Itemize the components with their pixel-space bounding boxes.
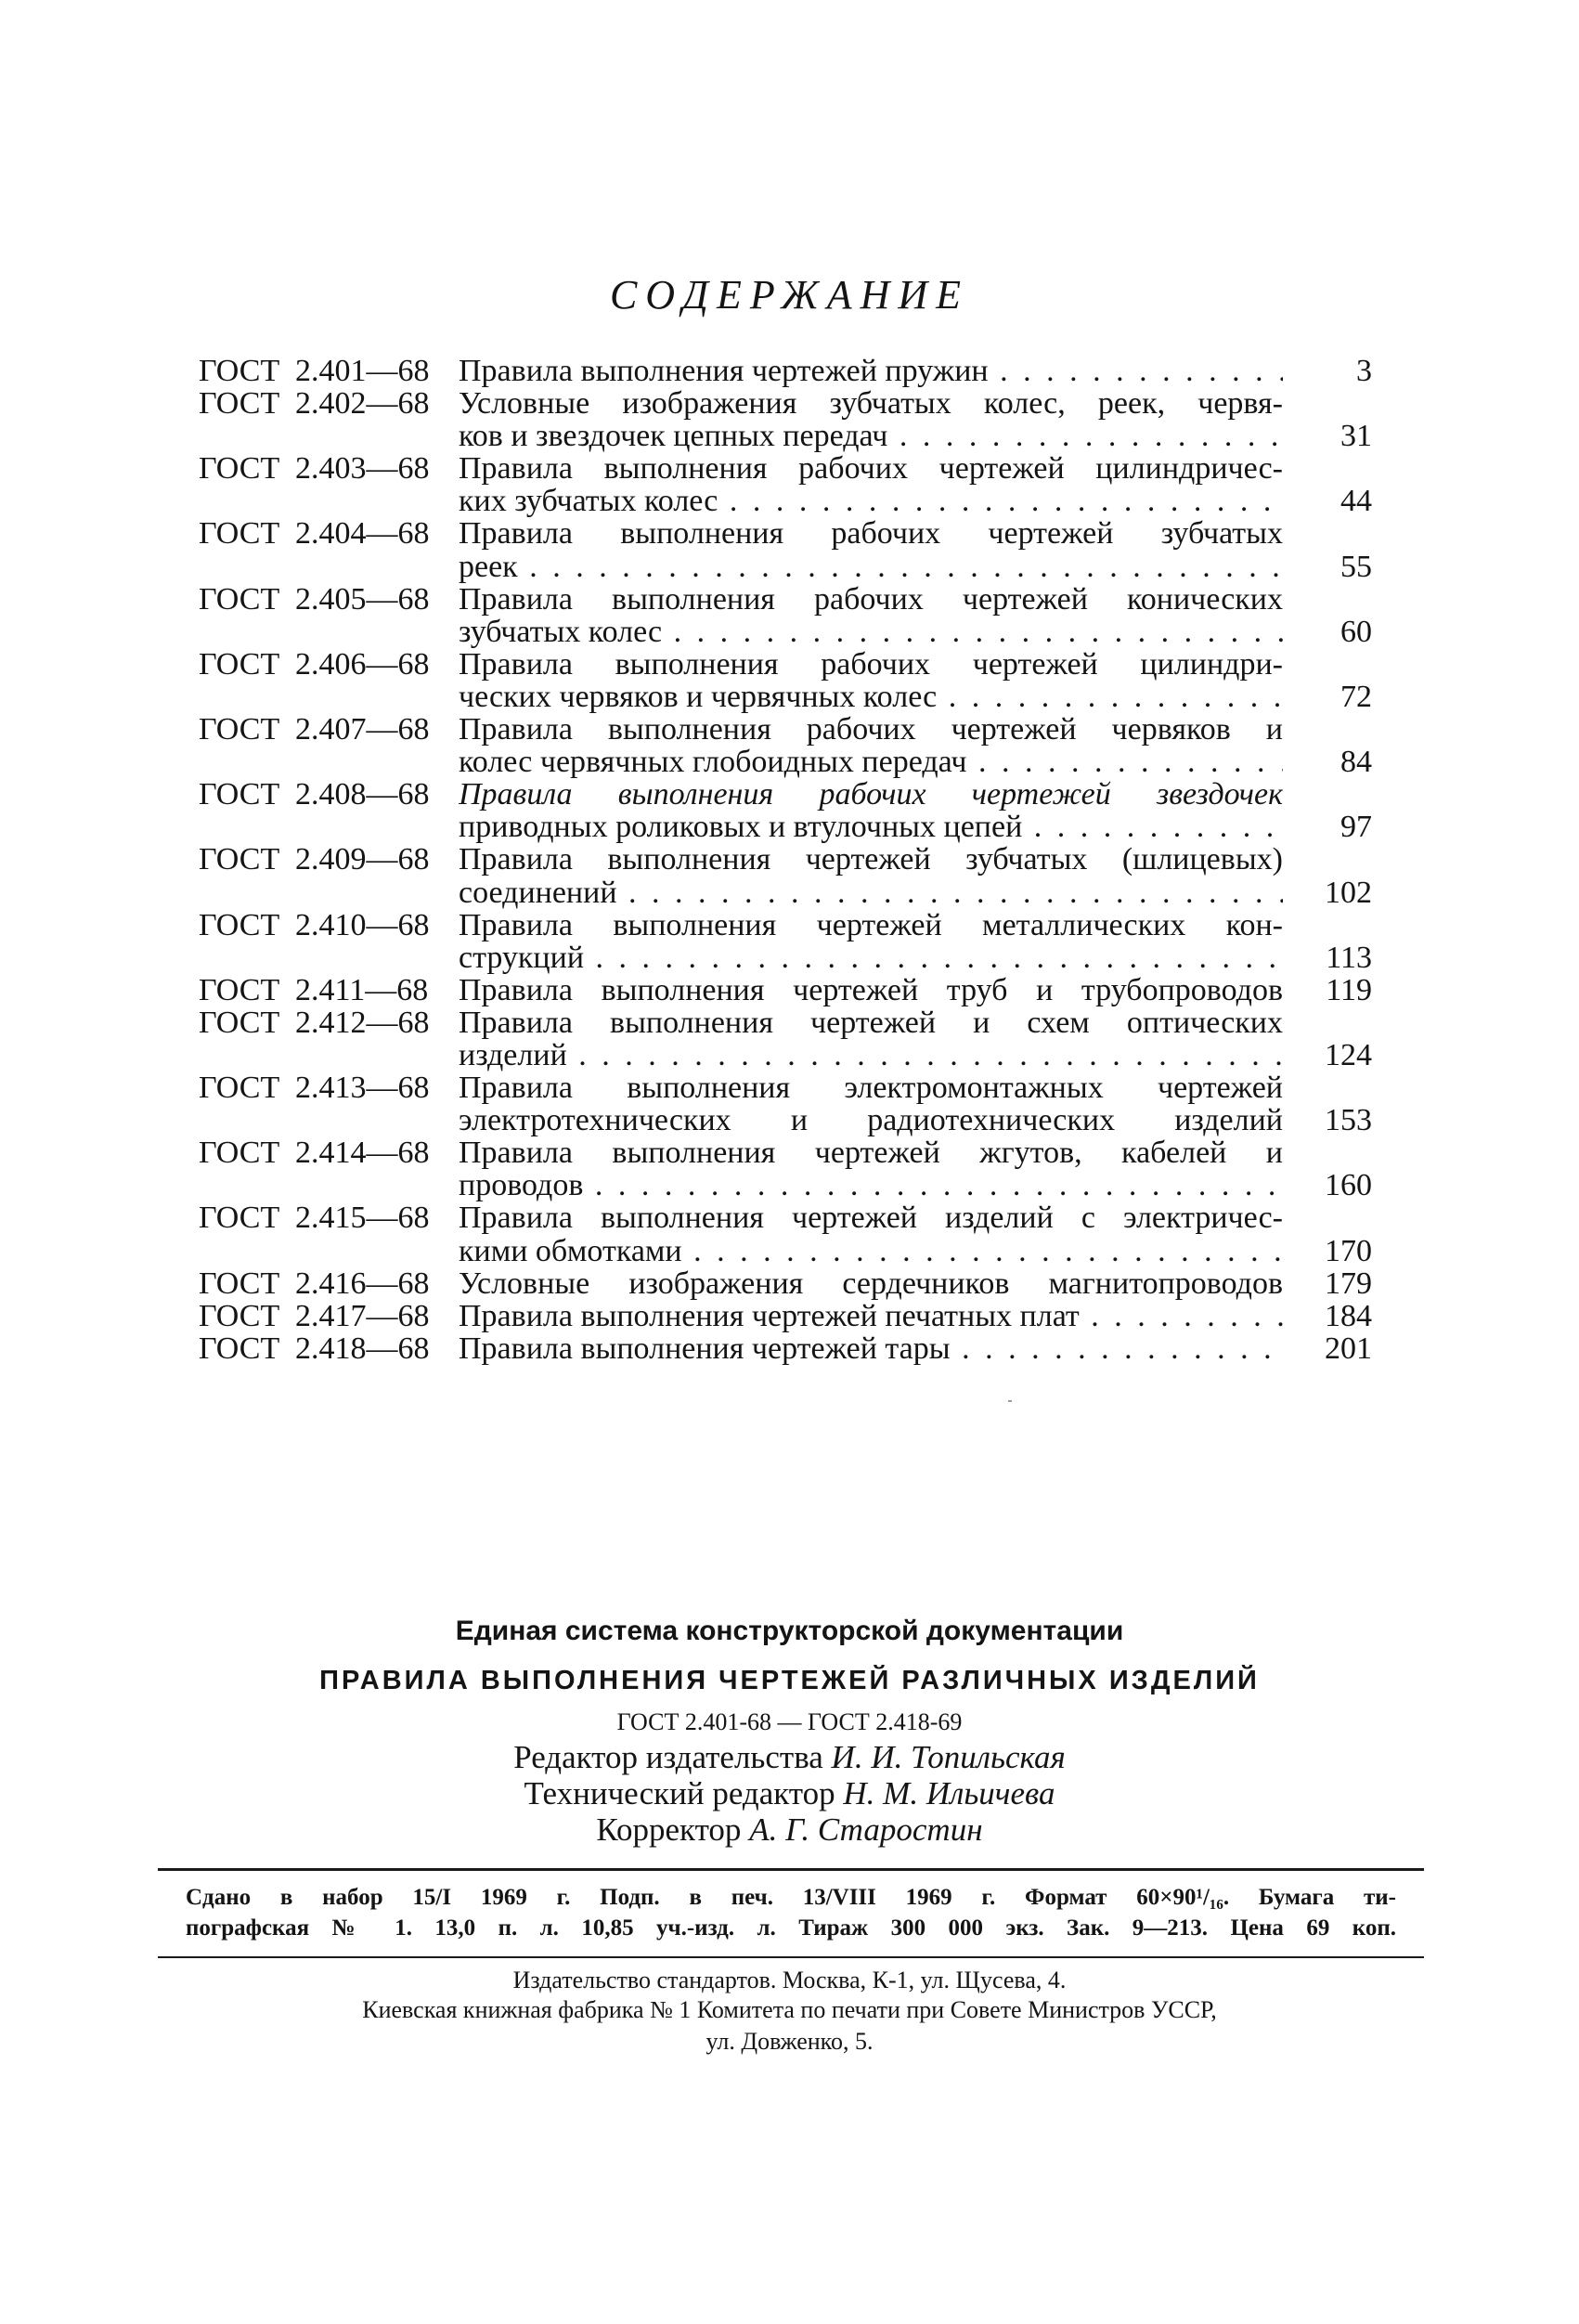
toc-entry-title: изделий . . . [459,1039,1283,1071]
publisher-line-3: ул. Довженко, 5. [705,2028,874,2055]
toc-line [199,713,1372,746]
toc-line [199,1071,1372,1104]
page-number: 113 [1326,940,1372,975]
table-of-contents [199,355,1372,1365]
gost-code [199,746,459,778]
standard-number: 2.415—68 [295,1201,430,1236]
standard-number: 2.403—68 [295,451,430,487]
gost-code [199,1201,459,1234]
standard-prefix: ГОСТ [199,907,280,942]
toc-entry-title: проводов . . . [459,1169,1283,1201]
toc-entry-title: Правила выполнения рабочих чертежей зубчатых [459,517,1283,551]
page-number: 160 [1325,1168,1372,1203]
standard-prefix: ГОСТ [199,1071,280,1106]
divider-bottom [158,1956,1424,1958]
standard-prefix: ГОСТ [199,777,280,812]
standard-number: 2.413—68 [295,1071,430,1106]
role-label: Технический редактор [524,1775,835,1811]
imprint-line-1: Сдано в набор 15/I 1969 г. Подп. в печ. 13/VIII 1969 г. Формат 60×90¹/₁₆. Бумага ти- [186,1885,1396,1910]
gost-code [199,1267,459,1300]
toc-entry-title: колес червячных глобоидных передач . . . [459,746,1283,778]
standard-prefix: ГОСТ [199,646,280,682]
toc-line [199,1104,1372,1136]
role-label: Корректор [596,1811,742,1848]
toc-line [199,974,1372,1006]
standard-number: 2.407—68 [295,712,430,747]
gost-code [199,1235,459,1267]
gost-code [199,452,459,485]
gost-code [199,387,459,420]
gost-code [199,1169,459,1201]
toc-entry-title: ческих червяков и червячных колес . . . [459,681,1283,713]
gost-code [199,713,459,746]
page-number: 72 [1340,679,1372,714]
collection-title: ПРАВИЛА ВЫПОЛНЕНИЯ ЧЕРТЕЖЕЙ РАЗЛИЧНЫХ ИЗДЕЛИЙ [319,1666,1260,1695]
standard-prefix: ГОСТ [199,581,280,617]
gost-code [199,778,459,811]
standard-number: 2.414—68 [295,1136,430,1171]
toc-line [199,1136,1372,1169]
tech-editor-credit [0,1776,1579,1811]
standard-prefix: ГОСТ [199,1136,280,1171]
page-number: 124 [1325,1037,1372,1072]
toc-entry-title: Правила выполнения чертежей труб и трубопроводов [459,973,1283,1006]
toc-entry-title: Правила выполнения чертежей жгутов, кабелей и [459,1136,1283,1170]
page-number: 44 [1340,484,1372,519]
gost-code [199,616,459,648]
proofreader-credit [0,1812,1579,1848]
standard-number: 2.404—68 [295,516,430,552]
gost-code [199,1039,459,1071]
toc-entry-title: Условные изображения сердечников магнитопроводов [459,1266,1283,1300]
toc-line [199,616,1372,648]
gost-code [199,485,459,517]
standard-prefix: ГОСТ [199,386,280,422]
standard-prefix: ГОСТ [199,1298,280,1333]
toc-entry-title: электротехнических и радиотехнических изделий [459,1104,1283,1137]
toc-entry-title: кими обмотками . . . [459,1235,1283,1267]
standard-number: 2.412—68 [295,1005,430,1040]
publisher-line-2: Киевская книжная фабрика № 1 Комитета по печати при Совете Министров УССР, [362,1996,1217,2023]
toc-line [199,778,1372,811]
divider-top [158,1868,1424,1871]
toc-entry-title: зубчатых колес . . . [459,616,1283,648]
toc-line [199,681,1372,713]
gost-code [199,1104,459,1136]
toc-line [199,909,1372,941]
toc-line [199,1235,1372,1267]
page-number: 102 [1325,875,1372,910]
standard-number: 2.402—68 [295,386,430,422]
toc-entry-title: Правила выполнения чертежей металлических кон- [459,908,1283,941]
toc-line [199,1169,1372,1201]
gost-code [199,1006,459,1039]
standard-number: 2.418—68 [295,1331,430,1366]
toc-line [199,746,1372,778]
toc-entry-title: Правила выполнения чертежей зубчатых (шлицевых) [459,843,1283,876]
toc-entry-title: Правила выполнения чертежей изделий с электричес- [459,1201,1283,1235]
standard-number: 2.406—68 [295,646,430,682]
toc-line [199,355,1372,387]
standard-number: 2.410—68 [295,907,430,942]
standard-number: 2.417—68 [295,1298,430,1333]
standard-prefix: ГОСТ [199,1266,280,1301]
standard-number: 2.409—68 [295,842,430,877]
toc-entry-title: Правила выполнения чертежей пружин . . . [459,355,1283,387]
toc-entry-title: ков и звездочек цепных передач . . . [459,420,1283,452]
gost-code [199,648,459,681]
gost-code [199,517,459,550]
toc-line [199,1201,1372,1234]
publisher-line-1: Издательство стандартов. Москва, К-1, ул. Щусева, 4. [512,1967,1067,1993]
standard-prefix: ГОСТ [199,516,280,552]
standard-range: ГОСТ 2.401-68 — ГОСТ 2.418-69 [616,1708,963,1735]
toc-line [199,843,1372,876]
gost-code [199,876,459,909]
standard-number: 2.405—68 [295,581,430,617]
toc-line [199,452,1372,485]
gost-code [199,551,459,583]
gost-code [199,420,459,452]
toc-entry-title: ких зубчатых колес . . . [459,485,1283,517]
gost-code [199,843,459,876]
person-name: И. И. Топильская [831,1739,1066,1775]
toc-entry-title: струкций . . . [459,941,1283,974]
toc-entry-title: Правила выполнения рабочих чертежей цилиндри- [459,647,1283,681]
series-title: Единая система конструкторской документации [455,1616,1124,1646]
toc-line [199,648,1372,681]
page-number: 55 [1340,549,1372,584]
gost-code [199,909,459,941]
imprint-line-2: пографская № 1. 13,0 п. л. 10,85 уч.-изд. л. Тираж 300 000 экз. Зак. 9—213. Цена 69 коп. [186,1915,1396,1941]
editor-credit [0,1740,1579,1775]
toc-line [199,420,1372,452]
role-label: Редактор издательства [513,1739,823,1775]
person-name: А. Г. Старостин [749,1811,983,1848]
toc-line [199,1267,1372,1300]
toc-line [199,1300,1372,1332]
standard-prefix: ГОСТ [199,1331,280,1366]
toc-entry-title: Правила выполнения рабочих чертежей червяков и [459,713,1283,747]
toc-line [199,485,1372,517]
toc-entry-title: Правила выполнения чертежей печатных плат . . . [459,1300,1283,1332]
page-number: 179 [1325,1266,1372,1301]
standard-number: 2.416—68 [295,1266,430,1301]
stray-dot [1008,1400,1012,1402]
gost-code [199,811,459,843]
toc-line [199,551,1372,583]
page-number: 31 [1340,419,1372,454]
standard-number: 2.401—68 [295,354,430,388]
standard-prefix: ГОСТ [199,972,280,1007]
toc-line [199,387,1372,420]
toc-line [199,583,1372,616]
gost-code [199,941,459,974]
standard-prefix: ГОСТ [199,451,280,487]
toc-title: СОДЕРЖАНИЕ [609,272,970,318]
standard-prefix: ГОСТ [199,842,280,877]
page-number: 201 [1325,1331,1372,1366]
standard-number: 2.408—68 [295,777,430,812]
gost-code [199,583,459,616]
page-number: 153 [1325,1103,1372,1138]
page-number: 119 [1326,972,1372,1007]
toc-line [199,1006,1372,1039]
standard-prefix: ГОСТ [199,1005,280,1040]
toc-entry-title: Правила выполнения чертежей тары . . . [459,1332,1283,1365]
gost-code [199,1300,459,1332]
gost-code [199,1332,459,1365]
gost-code [199,681,459,713]
page-number: 170 [1325,1233,1372,1268]
page-number: 97 [1340,810,1372,845]
toc-entry-title: Правила выполнения электромонтажных чертежей [459,1071,1283,1105]
toc-line [199,876,1372,909]
toc-line [199,517,1372,550]
toc-entry-title: приводных роликовых и втулочных цепей . . . [459,811,1283,843]
gost-code [199,1136,459,1169]
page-number: 84 [1340,745,1372,780]
person-name: Н. М. Ильичева [843,1775,1055,1811]
gost-code [199,355,459,387]
standard-prefix: ГОСТ [199,1201,280,1236]
toc-entry-title: реек . . . [459,551,1283,583]
toc-entry-title: соединений . . . [459,876,1283,909]
page-number: 184 [1325,1298,1372,1333]
toc-entry-title: Условные изображения зубчатых колес, реек, червя- [459,387,1283,421]
toc-line [199,1332,1372,1365]
page-number: 60 [1340,614,1372,649]
toc-entry-title: Правила выполнения рабочих чертежей конических [459,582,1283,616]
standard-number: 2.411—68 [295,972,429,1007]
toc-entry-title: Правила выполнения рабочих чертежей цилиндричес- [459,452,1283,486]
toc-entry-title: Правила выполнения чертежей и схем оптических [459,1006,1283,1039]
toc-line [199,941,1372,974]
gost-code [199,974,459,1006]
standard-prefix: ГОСТ [199,712,280,747]
gost-code [199,1071,459,1104]
toc-line [199,1039,1372,1071]
toc-entry-title: Правила выполнения рабочих чертежей звездочек [459,778,1283,811]
page-number: 3 [1356,354,1372,388]
toc-line [199,811,1372,843]
standard-prefix: ГОСТ [199,354,280,388]
